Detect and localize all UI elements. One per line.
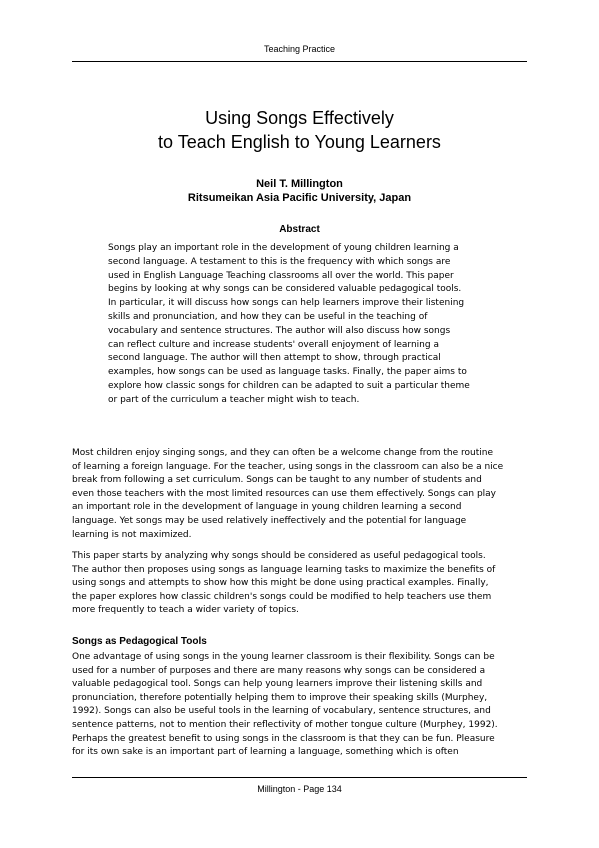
- title-line-1: Using Songs Effectively: [205, 108, 394, 128]
- abstract-line: used in English Language Teaching classrooms all over the world. This paper: [108, 270, 454, 281]
- abstract-line: examples, how songs can be used as language tasks. Finally, the paper aims to: [108, 367, 467, 378]
- abstract-heading: Abstract: [279, 224, 320, 235]
- author-affiliation: Ritsumeikan Asia Pacific University, Japan: [187, 192, 412, 204]
- body-line: using songs and attempts to show how this might be done using practical examples. Finally,: [72, 578, 489, 589]
- body-line: pronunciation, therefore potentially helping them to improve their speaking skills (Murphey,: [72, 692, 488, 703]
- abstract-line: In particular, it will discuss how songs can help learners improve their listening: [108, 298, 465, 309]
- abstract-line: or part of the curriculum a teacher might wish to teach.: [108, 394, 360, 405]
- body-line: This paper starts by analyzing why songs should be considered as useful pedagogical tools.: [72, 551, 486, 561]
- abstract-body: [108, 242, 492, 408]
- intro-paragraph-1: [72, 447, 527, 542]
- title-line-2: to Teach English to Young Learners: [158, 132, 441, 152]
- footer-rule: [72, 777, 527, 778]
- abstract-line: can reflect culture and increase students' overall enjoyment of learning a: [108, 339, 439, 350]
- body-line: valuable pedagogical tool. Songs can help young learners improve their listening skills and: [72, 679, 483, 690]
- header-rule: [72, 61, 527, 62]
- body-line: break from following a set curriculum. Songs can be taught to any number of students and: [72, 475, 482, 486]
- body-line: 1992). Songs can also be useful tools in the learning of vocabulary, sentence structures, and: [72, 706, 491, 717]
- body-line: the paper explores how classic children's songs could be modified to help teachers use them: [72, 591, 492, 602]
- body-line: used for a number of purposes and there are many reasons why songs can be considered a: [72, 665, 486, 676]
- body-line: The author then proposes using songs as language learning tasks to maximize the benefits of: [72, 564, 496, 575]
- body-line: an important role in the development of language in young children learning a second: [72, 502, 462, 513]
- body-line: sentence patterns, not to mention their reflectivity of mother tongue culture (Murphey, 1992).: [72, 719, 498, 730]
- section-paragraph-1: [72, 651, 527, 760]
- abstract-line: vocabulary and sentence structures. The author will also discuss how songs: [108, 325, 451, 336]
- body-line: more frequently to teach a wider variety of topics.: [72, 605, 299, 616]
- abstract-line: second language. The author will then attempt to show, through practical: [108, 353, 441, 364]
- abstract-line: skills and pronunciation, and how they can be useful in the teaching of: [108, 311, 428, 322]
- section-heading: Songs as Pedagogical Tools: [72, 636, 207, 647]
- body-line: even those teachers with the most limited resources can use them effectively. Songs can play: [72, 488, 497, 499]
- paper-title: [72, 106, 527, 154]
- body-line: for its own sake is an important part of learning a language, something which is often: [72, 747, 459, 758]
- abstract-line: explore how classic songs for children can be adapted to suit a particular theme: [108, 380, 470, 391]
- running-header: Teaching Practice: [263, 44, 336, 54]
- abstract-line: Songs play an important role in the development of young children learning a: [108, 243, 459, 253]
- abstract-line: second language. A testament to this is the frequency with which songs are: [108, 256, 451, 267]
- body-line: One advantage of using songs in the young learner classroom is their flexibility. Songs can be: [72, 652, 495, 662]
- abstract-line: begins by looking at why songs can be considered valuable pedagogical tools.: [108, 284, 462, 295]
- body-line: Perhaps the greatest benefit to using songs in the classroom is that they can be fun. Pleasure: [72, 733, 495, 744]
- body-line: Most children enjoy singing songs, and they can often be a welcome change from the routine: [72, 448, 493, 458]
- author-name: Neil T. Millington: [256, 178, 343, 190]
- intro-paragraph-2: [72, 550, 527, 618]
- body-line: of learning a foreign language. For the teacher, using songs in the classroom can also be a nice: [72, 461, 504, 472]
- page-footer: Millington - Page 134: [257, 784, 342, 794]
- body-line: language. Yet songs may be used relatively ineffectively and the potential for language: [72, 515, 467, 526]
- body-line: learning is not maximized.: [72, 529, 192, 540]
